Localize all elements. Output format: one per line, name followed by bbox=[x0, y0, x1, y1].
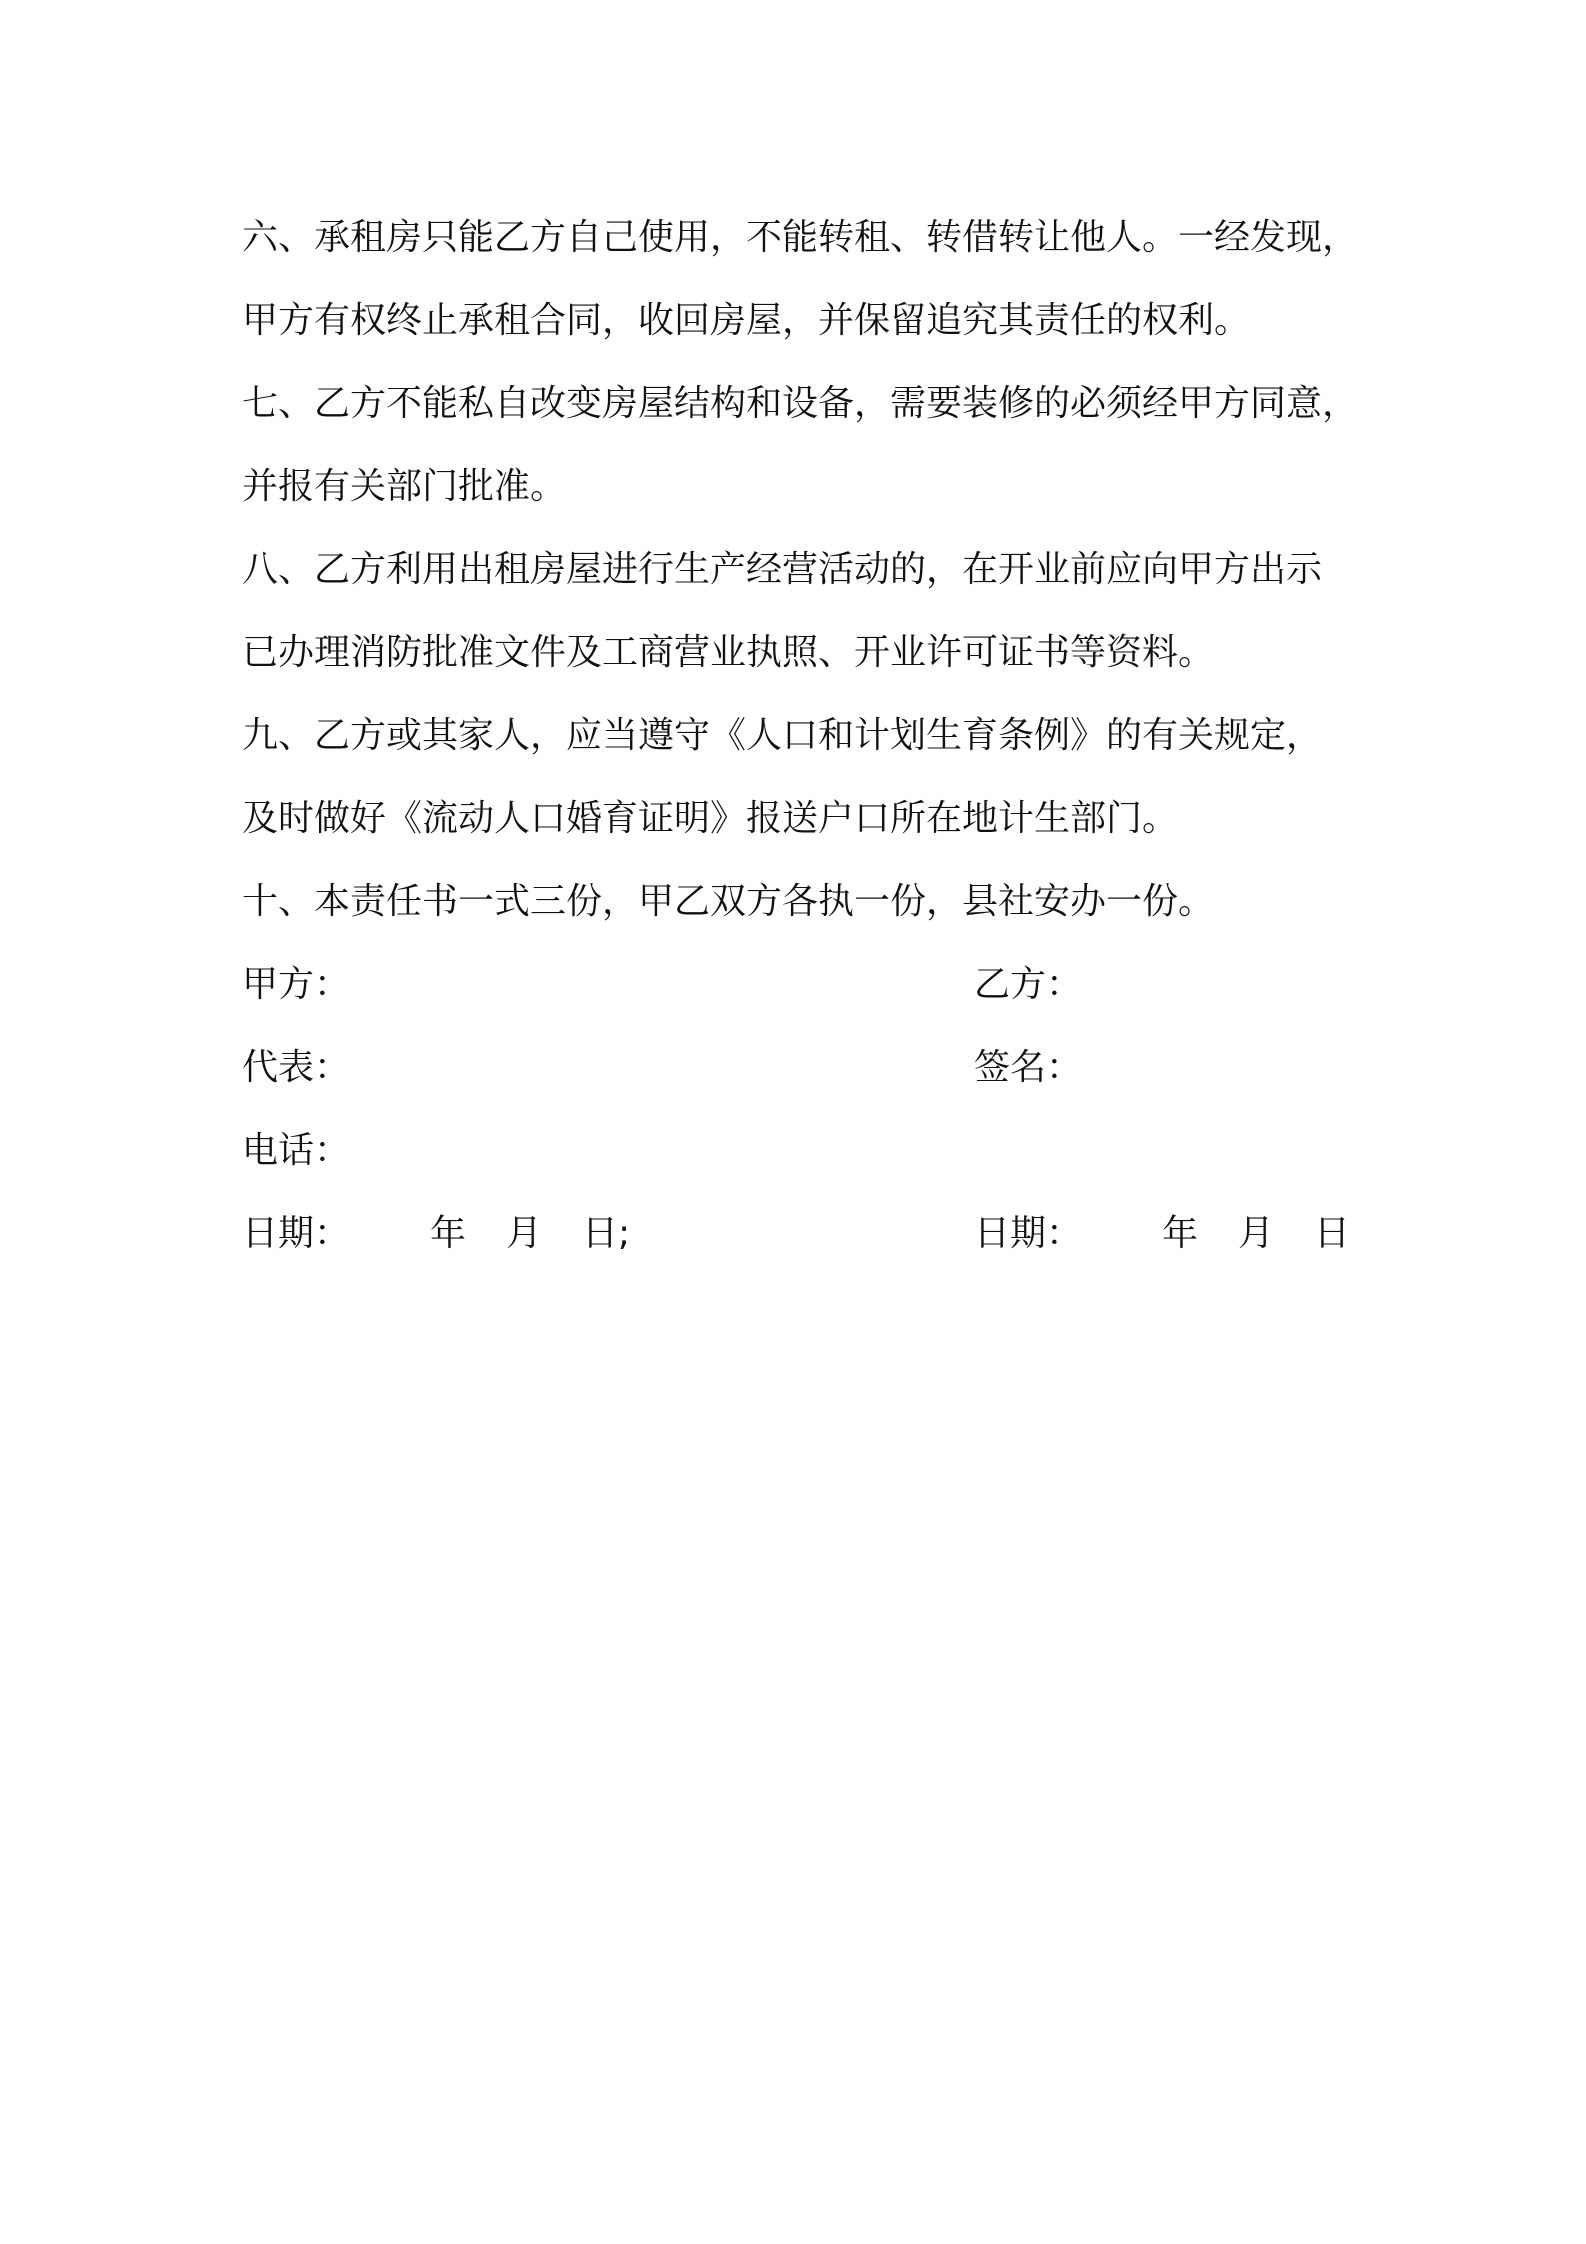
party-b-label: 乙方： bbox=[974, 964, 1083, 1005]
clause-line: 甲方有权终止承租合同，收回房屋，并保留追究其责任的权利。 bbox=[242, 300, 1251, 341]
party-a-label: 甲方： bbox=[242, 964, 351, 1005]
clause-line: 十、本责任书一式三份，甲乙双方各执一份，县社安办一份。 bbox=[242, 881, 1215, 922]
clause-8 bbox=[242, 528, 1362, 694]
signature-row-phone bbox=[242, 1109, 1362, 1192]
representative-label: 代表： bbox=[242, 1047, 351, 1088]
clause-10 bbox=[242, 860, 1362, 943]
document-body bbox=[242, 196, 1362, 1275]
date-right bbox=[974, 1192, 1350, 1275]
phone-label: 电话： bbox=[242, 1130, 351, 1171]
clause-line: 七、乙方不能私自改变房屋结构和设备，需要装修的必须经甲方同意， bbox=[242, 383, 1359, 424]
clause-line: 八、乙方利用出租房屋进行生产经营活动的，在开业前应向甲方出示 bbox=[242, 549, 1323, 590]
date-label: 日期： bbox=[242, 1213, 351, 1254]
date-year-unit: 年 bbox=[1162, 1213, 1199, 1254]
sign-label: 签名： bbox=[974, 1047, 1083, 1088]
signature-row-representative bbox=[242, 1026, 1362, 1109]
date-label: 日期： bbox=[974, 1213, 1083, 1254]
clause-line: 九、乙方或其家人，应当遵守《人口和计划生育条例》的有关规定， bbox=[242, 715, 1323, 756]
clause-line: 已办理消防批准文件及工商营业执照、开业许可证书等资料。 bbox=[242, 632, 1215, 673]
signature-row-date bbox=[242, 1192, 1362, 1275]
clause-9 bbox=[242, 694, 1362, 860]
date-day-unit: 日 bbox=[1314, 1213, 1351, 1254]
signature-row-parties bbox=[242, 943, 1362, 1026]
clause-line: 及时做好《流动人口婚育证明》报送户口所在地计生部门。 bbox=[242, 798, 1179, 839]
clause-line: 六、承租房只能乙方自己使用，不能转租、转借转让他人。一经发现， bbox=[242, 217, 1359, 258]
date-left bbox=[242, 1192, 630, 1275]
date-month-unit: 月 bbox=[506, 1213, 543, 1254]
clause-7 bbox=[242, 362, 1362, 528]
clause-line: 并报有关部门批准。 bbox=[242, 466, 567, 507]
date-month-unit: 月 bbox=[1238, 1213, 1275, 1254]
signature-block bbox=[242, 943, 1362, 1275]
date-year-unit: 年 bbox=[430, 1213, 467, 1254]
date-day-unit: 日; bbox=[582, 1213, 631, 1254]
clause-6 bbox=[242, 196, 1362, 362]
